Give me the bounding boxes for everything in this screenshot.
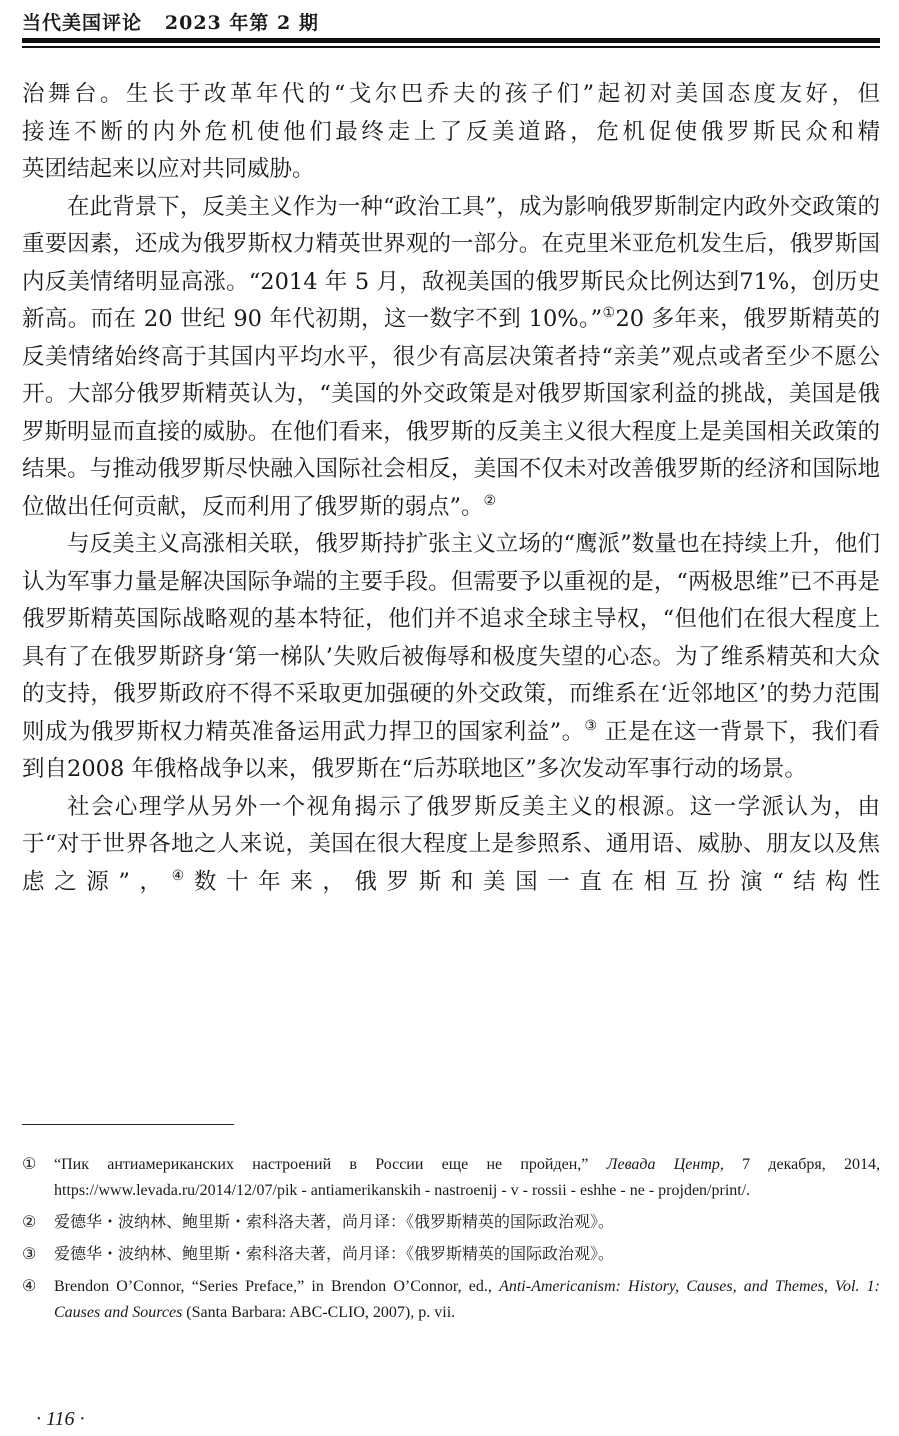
footnote-ref-3[interactable]: ③ [584,717,598,734]
body-text [22,76,880,901]
footnote-ref-2[interactable]: ② [483,492,497,509]
issue-label: 2023 年第 2 期 [164,12,319,34]
paragraph-line: 接连不断的内外危机使他们最终走上了反美道路，危机促使俄罗斯民众和精 [22,118,880,145]
footnote-ref-1[interactable]: ① [602,305,616,321]
paragraph-3 [22,526,880,789]
footnote-item [22,1152,880,1204]
footnote-item [22,1242,880,1268]
journal-title: 当代美国评论 [22,12,143,34]
footnote-text: Brendon O’Connor, “Series Preface,” in Brendon O’Connor, ed., Anti-Americanism: History, Causes, and Themes, Vol. 1: Causes and Sources (Santa Barbara: ABC-CLIO, 2007), p. vii. [54,1278,881,1321]
paragraph-text: 与反美主义高涨相关联，俄罗斯持扩张主义立场的“鹰派”数量也在持续上升，他们认为军事力量是解决国际争端的主要手段。但需要予以重视的是，“两极思维”已不再是俄罗斯精英国际战略观的基本特征，他们并不追求全球主导权，“但他们在很大程度上具有了在俄罗斯跻身‘第一梯队’失败后被侮辱和极度失望的心态。为了维系精英和大众的支持，俄罗斯政府不得不采取更加强硬的外交政策，而维系在‘近邻地区’的势力范围则成为俄罗斯权力精英准备运用武力捍卫的国家利益”。 [22,531,880,745]
footnote-ref-4[interactable]: ④ [171,867,194,884]
footnote-text: 爱德华・波纳林、鲍里斯・索科洛夫著，尚月译：《俄罗斯精英的国际政治观》。 [54,1214,615,1231]
footnote-marker: ③ [22,1246,37,1263]
header-rule-thin [22,46,880,48]
footnote-marker: ② [22,1214,37,1231]
footnote-item [22,1210,880,1236]
running-header [22,8,880,38]
footnote-marker: ④ [22,1278,37,1295]
paragraph-2 [22,189,880,527]
paragraph-text: 数十年来，俄罗斯和美国一直在相互扮演“结构性 [193,868,880,895]
footnote-text: 爱德华・波纳林、鲍里斯・索科洛夫著，尚月译：《俄罗斯精英的国际政治观》。 [54,1246,615,1263]
footnote-text: “Пик антиамериканских настроений в России еще не пройден,” Левада Центр, 7 декабря, 2014, https://www.levada.ru/2014/12/07/pik - antiamerikanskih - nastroenij - v - rossii - eshhe - ne - projden/print/. [54,1156,881,1199]
footnote-item [22,1274,880,1326]
paragraph-4 [22,789,880,902]
page-number: · 116 · [36,1408,85,1430]
paragraph-line: 英团结起来以应对共同威胁。 [22,156,315,182]
paragraph-line: 治舞台。生长于改革年代的“戈尔巴乔夫的孩子们”起初对美国态度友好，但 [22,81,880,107]
footnote-marker: ① [22,1156,37,1173]
paragraph-text: 在此背景下，反美主义作为一种“政治工具”，成为影响俄罗斯制定内政外交政策的重要因素，还成为俄罗斯权力精英世界观的一部分。在克里米亚危机发生后，俄罗斯国内反美情绪明显高涨。“2014 年 5 月，敌视美国的俄罗斯民众比例达到71%，创历史新高。而在 20 世纪 90 年代初期，这一数字不到 10%。” [22,193,880,332]
footnotes [22,1152,880,1332]
paragraph-text: 20 多年来，俄罗斯精英的反美情绪始终高于其国内平均水平，很少有高层决策者持“亲美”观点或者至少不愿公开。大部分俄罗斯精英认为，“美国的外交政策是对俄罗斯国家利益的挑战，美国是俄罗斯明显而直接的威胁。在他们看来，俄罗斯的反美主义很大程度上是美国相关政策的结果。与推动俄罗斯尽快融入国际社会相反，美国不仅未对改善俄罗斯的经济和国际地位做出任何贡献，反而利用了俄罗斯的弱点”。 [22,306,880,520]
header-rule-thick [22,38,880,43]
footnote-separator [22,1124,234,1125]
paragraph-text: 社会心理学从另外一个视角揭示了俄罗斯反美主义的根源。这一学派认为，由于“对于世界各地之人来说，美国在很大程度上是参照系、通用语、威胁、朋友以及焦虑之源”， [22,793,880,895]
paragraph-text: 正是在这一背景下，我们看到自2008 年俄格战争以来，俄罗斯在“后苏联地区”多次发动军事行动的场景。 [22,718,880,782]
